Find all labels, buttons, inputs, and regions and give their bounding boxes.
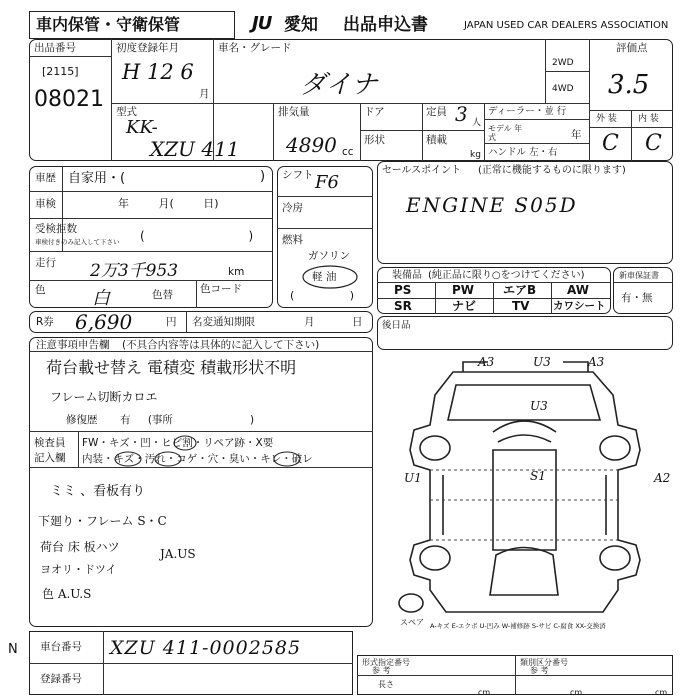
interior-checks: 内装・キズ・汚れ・コゲ・穴・臭い・キレ・破レ: [82, 453, 313, 465]
sales-point-value: ENGINE S05D: [406, 193, 578, 217]
model-value-1: KK-: [126, 117, 158, 138]
chassis-value: XZU 411-0002585: [110, 637, 302, 659]
tax-parens: ( ): [140, 229, 254, 243]
handle-label: ハンドル 左・右: [488, 147, 558, 158]
cm-unit-2: cm: [570, 688, 583, 697]
ju-logo: JU: [252, 13, 272, 34]
shift-label: シフト: [282, 169, 314, 181]
lot-number-label: 出品番号: [34, 42, 76, 54]
chassis-label: 車台番号: [40, 641, 82, 653]
registration-label: 登録番号: [40, 673, 82, 685]
equip-item: PW: [452, 283, 475, 297]
model-year-label: モデル 年 式: [488, 124, 523, 142]
sales-point-label: セールスポイント: [382, 165, 462, 176]
drive-4wd: 4WD: [552, 84, 574, 94]
inspection-value: 年 月( 日): [118, 197, 219, 210]
fuel-diesel: 軽 油: [312, 271, 337, 283]
inspector-label: 検査員: [34, 437, 66, 449]
equip-item: PS: [394, 283, 412, 297]
load-unit: kg: [470, 150, 481, 160]
fuel-parens: ( ): [290, 289, 355, 302]
history-label: 車歴: [35, 172, 56, 184]
color-label: 色: [35, 284, 46, 296]
score-label: 評価点: [616, 42, 648, 54]
damage-mark: U3: [530, 399, 548, 413]
tax-label: 受検拒数: [35, 223, 77, 235]
storage-label: 車内保管・守衛保管: [36, 15, 181, 34]
repair-value: 有 (事所: [120, 414, 173, 426]
damage-mark: A3: [588, 355, 605, 369]
class-number-label: 類別区分番号: [520, 658, 568, 667]
handwritten-note-2: 下廻り・フレーム S・C: [38, 514, 167, 528]
year-char: 年: [571, 129, 582, 141]
drive-2wd: 2WD: [552, 58, 574, 68]
repair-label: 修復歴: [66, 414, 98, 426]
first-reg-label: 初度登録年月: [116, 42, 179, 54]
score-value: 3.5: [608, 70, 650, 100]
notes-line-2: フレーム切断カロエ: [50, 390, 158, 404]
org-name: 愛知: [284, 15, 318, 35]
reference-label-2: 参 考: [530, 666, 549, 675]
mileage-label: 走行: [35, 257, 56, 269]
r-ticket-label: R券: [36, 316, 54, 328]
post-items-label: 後日品: [382, 320, 411, 331]
exterior-label: 外 装: [596, 114, 617, 124]
model-label: 型式: [116, 106, 137, 118]
tax-note: 車検付きのみ記入して下さい: [35, 238, 120, 246]
lot-bracket: [2115]: [42, 65, 79, 78]
first-reg-value: H 12 6: [122, 60, 194, 84]
notes-label: 注意事項申告欄: [36, 339, 110, 351]
equip-item: エアB: [503, 283, 537, 297]
mileage-unit: km: [228, 266, 245, 278]
equip-item: ナビ: [452, 299, 477, 313]
exterior-grade: C: [602, 131, 619, 156]
handwritten-note-1: ミミ 、看板有り: [50, 484, 146, 499]
cm-unit-3: cm: [655, 688, 668, 697]
handwritten-note-4: ヨオリ・ドツイ: [40, 563, 117, 576]
exterior-checks: FW・キズ・凹・ヒビ割・リペア跡・X要: [82, 437, 274, 449]
equip-item: SR: [394, 299, 412, 313]
damage-mark: U1: [404, 471, 422, 485]
length-label: 長さ: [378, 680, 394, 689]
notes-line-1: 荷台載せ替え 電積変 積載形状不明: [46, 358, 297, 377]
reference-label: 参 考: [372, 666, 391, 675]
notes-note: (不具合内容等は具体的に記入して下さい): [122, 339, 320, 351]
spare-label: スペア: [400, 618, 424, 627]
fuel-gasoline: ガソリン: [308, 250, 350, 262]
capacity-unit: 人: [472, 118, 482, 128]
post-items-block: [377, 316, 673, 350]
notice-month: 月: [304, 316, 315, 328]
car-name-value: ダイナ: [300, 70, 378, 100]
check-circles: [82, 432, 372, 468]
interior-label: 内 装: [638, 114, 659, 124]
damage-mark: U3: [533, 355, 551, 369]
entry-label: 記入欄: [34, 452, 66, 464]
form-title: 出品申込書: [343, 15, 428, 35]
r-ticket-value: 6,690: [75, 310, 133, 334]
interior-grade: C: [645, 131, 662, 156]
fuel-diesel-circle: [300, 264, 360, 290]
n-mark: N: [8, 642, 18, 657]
color-value: 白: [92, 288, 110, 309]
damage-legend: A-キズ E-エクボ U-凹み W-補修跡 S-サビ C-腐食 XX-交換済: [430, 622, 606, 630]
color-change-label: 色替: [152, 289, 173, 301]
handwritten-note-5: 色 A.U.S: [42, 587, 92, 601]
handwritten-note-3: 荷台 床 板ハツ: [40, 540, 120, 554]
equipment-label: 装備品: [392, 270, 422, 281]
fuel-label: 燃料: [282, 234, 303, 246]
shape-label: 形状: [364, 134, 385, 146]
cooler-label: 冷房: [282, 202, 303, 214]
lot-number: 08021: [34, 87, 104, 112]
notice-label: 名変通知期限: [192, 316, 255, 328]
cm-unit: cm: [478, 688, 491, 697]
capacity-label: 定員: [426, 106, 447, 118]
equipment-note: (純正品に限り○をつけてください): [428, 270, 585, 281]
dealer-label: ディーラー・並 行: [488, 106, 567, 117]
history-value: 自家用・(: [68, 171, 126, 186]
displacement-value: 4890: [286, 133, 337, 157]
form-model-label: 形式指定番号: [362, 658, 410, 667]
displacement-label: 排気量: [278, 106, 310, 118]
equip-item: TV: [512, 299, 530, 313]
load-label: 積載: [426, 134, 447, 146]
damage-mark: A3: [478, 355, 495, 369]
new-car-cert-label: 新車保証書: [619, 271, 659, 280]
color-code-label: 色コード: [200, 283, 242, 295]
handwritten-note-3b: JA.US: [160, 547, 196, 561]
association-name: JAPAN USED CAR DEALERS ASSOCIATION: [464, 20, 669, 31]
capacity-value: 3: [455, 102, 468, 126]
notice-day: 日: [352, 316, 363, 328]
repair-paren-close: ): [250, 414, 255, 426]
car-name-label: 車名・グレード: [218, 42, 292, 54]
month-char: 月: [199, 88, 210, 100]
inspection-label: 車検: [35, 198, 56, 210]
door-label: ドア: [364, 106, 385, 118]
equip-item: カワシート: [553, 300, 606, 312]
shift-value: F6: [315, 172, 339, 193]
model-value-2: XZU 411: [150, 137, 240, 161]
displacement-unit: cc: [342, 146, 354, 158]
history-paren-close: ): [260, 169, 266, 184]
equip-item: AW: [567, 283, 589, 297]
yen-char: 円: [166, 316, 177, 328]
new-car-cert-value: 有・無: [621, 292, 653, 304]
damage-mark: A2: [654, 471, 671, 485]
damage-mark: S1: [530, 469, 546, 483]
car-damage-diagram: [378, 350, 674, 640]
sales-point-note: (正常に機能するものに限ります): [478, 165, 626, 176]
mileage-value: 2万3千953: [90, 261, 179, 281]
